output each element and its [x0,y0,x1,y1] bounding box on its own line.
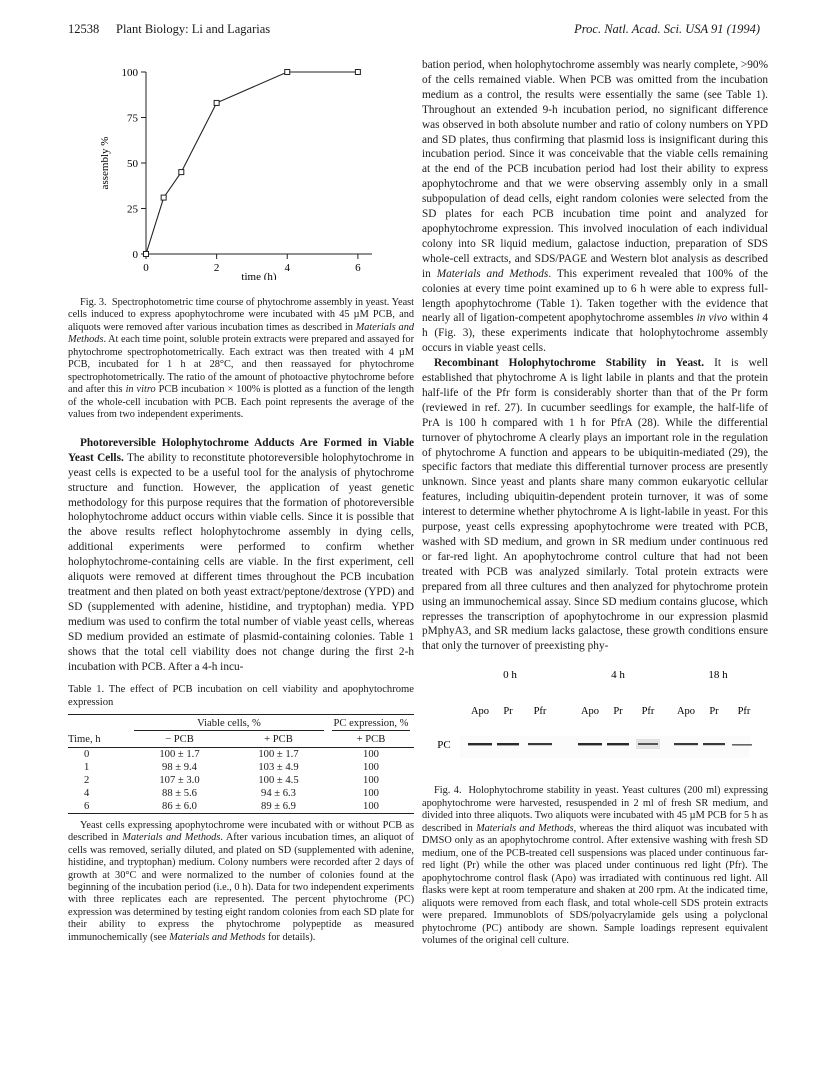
table-row [68,748,414,762]
table-row [68,774,414,787]
y-tick-label: 0 [132,249,138,261]
section-viable-cells-text: The ability to reconstitute photoreversible holophytochrome in yeast cells is expected to be a useful tool for the analysis of phytochrome structure and function. However, the application of yeast genetic methodology for this purpose requires that the formation of photoreversible holophytochrome adduct occurs within viable cells. Since it is possible that the above results reflect holophytochrome assembly in dying cells, additional experiments were performed to confirm whether holophytochrome-containing cells are viable. In the first experiment, cell aliquots were removed at different times throughout the PCB incubation treatment and then plated on both yeast extract/peptone/dextrose (YPD) and SD (supplemented with adenine, histidine, and tryptophan) media. YPD medium was used to confirm the total number of viable yeast cells, whereas SD medium provided an estimate of plasmid-containing colonies. Table 1 shows that the total cell viability does not change during the first 2-h incubation with PCB. After a 4-h incu- [68,451,414,673]
fig4-text-1: Holophytochrome stability in yeast. Yeast cultures (200 ml) expressing apophytochrome were harvested, resuspended in 2 ml of fresh SR medium, and divided into three aliquots. Two aliquots were incubated with 45 µM PCB for 5 h as described in [422,785,768,834]
data-point [214,100,219,105]
table-note-italic-2: Materials and Methods [169,931,266,943]
table-row [68,787,414,800]
band-label-pc: PC [437,739,451,752]
lane-label: Apo [470,706,490,718]
x-tick-label: 4 [284,262,290,274]
table-row [68,800,414,814]
lane-label: Pfr [737,706,751,718]
lane-label: Pfr [641,706,655,718]
table-cell-minus: 86 ± 6.0 [130,800,229,814]
data-point [179,170,184,175]
section-stability-text: It is well established that phytochrome A is light labile in plants and that the protein half-life of the Pfr form is considerably shorter than that of the Pr form (reviewed in ref. 27). In cucumber seedlings for example, the half-life of PrA is 100 h compared with 1 h for PfrA (28). While the differential turnover of phytochrome A clearly plays an important role in the regulation of phytochrome A function and appears to be ubiquitin-mediated (29), the specific factors that mediate this differential turnover process are presently unknown. Since yeast and plants share many common eukaryotic cellular features, including ubiquitin-dependent protein turnover, it was of some interest to determine whether phytochrome A is light-labile in yeast. For this purpose, yeast cells expressing apophytochrome were treated with PCB, washed with SD medium, and grown in SR medium under continuous red or far-red light. An apophytochrome control culture that had not been treated with PCB was analyzed similarly. Total protein extracts were prepared from all three cultures and then analyzed for phytochrome protein using an immunochemical assay. Since SD medium contains glucose, which represses the transcription of apophytochrome in our expression plasmid pMphyA3, and SR medium lacks galactose, these growth conditions ensure that only the turnover of preexisting phy- [422,357,768,653]
table-note-text-1: Yeast cells expressing apophytochrome were incubated with or without PCB as described in [68,820,414,844]
table-cell-plus: 100 ± 4.5 [258,775,299,786]
table-cell-minus: 100 ± 1.7 [159,749,200,760]
lane-label: Pr [503,706,513,718]
table-note-text-2: . After various incubation times, an aliquot of cells was removed, serially diluted, and plated on SD (supplemented with adenine, histidine, and tryptophan) medium. Colony numbers were recorded after 2 days of growth at 30°C and were normalized to the number of colonies found at the beginning of the incubation period (i.e., 0 h). Data for two independent experiments with three replicates each are represented. The percent phytochrome (PC) expression was determined by testing eight random colonies from each SD plate for their ability to express the phytochrome polypeptide as measured immunochemically (see [68,832,414,943]
fig3-text-2: . At each time point, soluble protein extracts were prepared and assayed for phytochrome spectrophotometrically. Each extract was then treated with 4 µM PCB, incubated for 1 h at 28°C, and then reassayed for phytochrome spectrophotometrically. The ratio of the amount of photoactive phytochrome before and after this [68,334,414,396]
table-cell-minus: 107 ± 3.0 [159,775,200,786]
y-tick-label: 100 [121,67,138,79]
fig4-italic-1: Materials and Methods [476,822,574,834]
table-cell-pc: 100 [328,800,414,814]
table-cell-minus: 88 ± 5.6 [162,788,197,799]
x-tick-label: 2 [213,262,220,274]
table-cell-pc: 100 [363,762,379,773]
lane-label: Pr [709,706,719,718]
running-title: Plant Biology: Li and Lagarias [116,22,271,36]
blot-band [497,743,519,745]
table-1-col-pc-plus-pcb: + PCB [328,731,414,748]
table-cell-time: 0 [84,749,90,760]
data-point [355,70,360,75]
y-tick-label: 50 [127,158,138,170]
fig3-text-1: Spectrophotometric time course of phytochrome assembly in yeast. Yeast cells induced to express apophytochrome were incubated with 45 µM PCB, and aliquots were removed after various incubation times as described in [68,296,415,333]
figure-3-caption [68,297,414,422]
x-tick-label: 6 [355,262,361,274]
blot-band [732,744,752,746]
fig3-italic-1: Materials and Methods [68,321,414,346]
right-italic-2: in vivo [696,312,728,325]
blot-time-18h: 18 h [708,669,728,682]
table-note-italic-1: Materials and Methods [122,832,221,844]
x-tick-label: 0 [143,262,149,274]
table-1-col-plus-pcb: + PCB [229,731,328,748]
y-tick-label: 25 [127,203,138,216]
table-note-text-3: for details). [265,931,316,943]
figure-3-chart [68,58,414,280]
table-1-col-minus-pcb: − PCB [130,731,229,748]
figure-4-caption [422,785,768,948]
table-1-subheader-row [68,731,414,748]
blot-membrane [460,736,750,758]
left-column [68,58,414,944]
table-cell-pc: 100 [363,788,379,799]
blot-band [703,743,725,745]
blot-band [578,743,602,745]
page-number: 12538 [68,22,100,36]
blot-time-4h: 4 h [611,669,625,682]
fig3-label: Fig. 3. [80,296,107,308]
lane-label: Pr [613,706,623,718]
table-1-footnote [68,820,414,944]
table-1-group-pc: PC expression, % [333,718,409,729]
blot-band [638,743,658,745]
table-cell-minus: 98 ± 9.4 [162,762,197,773]
section-viable-cells-paragraph [68,436,414,675]
table-cell-plus: 103 ± 4.9 [258,762,299,773]
section-viable-cells-heading: Photoreversible Holophytochrome Adducts Are Formed in Viable Yeast Cells. [68,436,414,464]
table-cell-time: 1 [84,762,90,773]
table-row [68,761,414,774]
table-cell-plus: 89 ± 6.9 [229,800,328,814]
lane-label: Apo [676,706,696,718]
viability-continuation-paragraph [422,58,768,356]
y-tick-label: 75 [127,112,138,125]
table-1-title: Table 1. The effect of PCB incubation on cell viability and apophytochrome expression [68,684,414,709]
y-axis-label: assembly % [99,136,111,190]
data-point [285,70,290,75]
blot-time-0h: 0 h [503,669,517,682]
lane-label: Apo [580,706,600,718]
blot-band [607,743,629,745]
table-1-header-row [68,715,414,732]
x-axis-label: time (h) [241,271,277,280]
page-header [68,22,760,40]
lane-label: Pfr [533,706,547,718]
right-text-1: bation period, when holophytochrome assembly was nearly complete, >90% of the cells remained viable. When PCB was omitted from the incubation medium as a control, the results were essentially the same (see Table 1). Throughout an extended 9-h incubation period, no significant difference was observed in both absolute number and ratio of colony numbers on YPD and SD plates, thus confirming that plasmid loss is insignificant during this incubation period. Since it was conceivable that the viable cells remaining at the end of the PCB incubation period had lost their ability to express apophytochrome and that we were observing assembly only in a small subpopulation of dead cells, eight random colonies were selected from the SD plates for each PCB incubation time point and analyzed for apophytochrome expression. This involved inoculation of each individual colony into SR liquid medium, galactose induction, preparation of SDS whole-cell extracts, and SDS/PAGE and Western blot analysis as described in [422,59,768,280]
table-1-col-time: Time, h [68,731,130,748]
table-cell-time: 4 [84,788,90,799]
table-cell-pc: 100 [363,775,379,786]
table-cell-time: 6 [68,800,130,814]
data-point [161,195,166,200]
section-stability-paragraph [422,356,768,654]
table-1 [68,714,414,814]
series-line [146,72,358,254]
table-cell-plus: 100 ± 1.7 [258,749,299,760]
table-cell-pc: 100 [363,749,379,760]
right-text-3: within 4 h (Fig. 3), these experiments indicate that holophytochrome assembly occurs in viable yeast cells. [422,312,768,355]
table-1-group-viable: Viable cells, % [134,717,324,731]
figure-4-immunoblot [422,664,768,772]
right-column [422,58,768,948]
blot-band [528,743,552,745]
fig3-italic-2: in vitro [125,384,156,396]
fig4-label: Fig. 4. [434,785,462,797]
table-cell-time: 2 [84,775,90,786]
journal-citation: Proc. Natl. Acad. Sci. USA 91 (1994) [574,22,760,36]
data-point [144,252,149,257]
table-cell-plus: 94 ± 6.3 [261,788,296,799]
fig4-text-2: , whereas the third aliquot was incubated with DMSO only as an apophytochrome control. After extensive washing with fresh SD medium, one of the PCB-treated cell suspensions was placed under continuous far-red light (Pr) while the other was placed under continuous red light (Pfr). The apophytochrome control flask (Apo) was irradiated with continuous red light. All flasks were kept at room temperature and shaken at 200 rpm. At the indicated time, aliquots were removed from each flask, and total whole-cell SDS protein extracts were prepared. Immunoblots of SDS/polyacrylamide gels using a polyclonal phytochrome (PC) antibody are shown. Sample loadings represent equivalent volumes of the original cell culture. [422,822,768,947]
right-text-2: . This experiment revealed that 100% of the colonies at every time point examined up to 6 h were able to express full-length apophytochrome (Table 1). Taken together with the evidence that nearly all of ligation-competent apophytochrome assembles [422,267,768,325]
chart-plot-area [99,67,372,280]
right-italic-1: Materials and Methods [436,267,549,280]
blot-band [468,743,492,745]
blot-band [674,743,698,745]
section-stability-heading: Recombinant Holophytochrome Stability in Yeast. [434,357,705,370]
fig3-text-3: PCB incubation × 100% is plotted as a function of the length of the whole-cell incubation with PCB. Each point represents the average of the values from two independent experiments. [68,384,414,421]
